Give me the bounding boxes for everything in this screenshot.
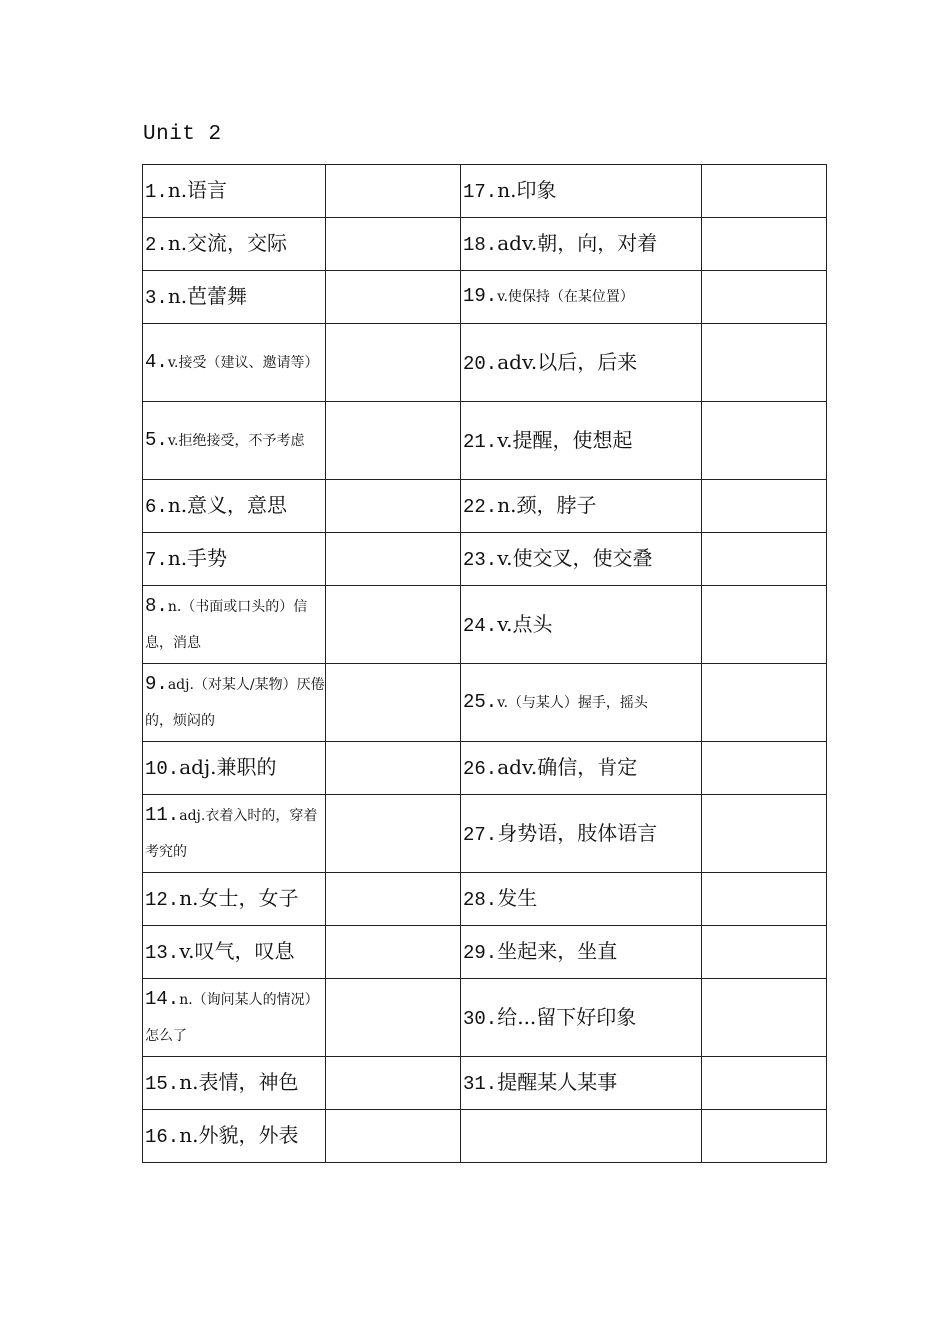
term-number: 24. (463, 614, 498, 637)
term-cell (143, 165, 326, 218)
term-text: n.外貌，外表 (179, 1123, 299, 1147)
table-row (143, 979, 827, 1057)
term-text: v.提醒，使想起 (497, 427, 633, 452)
term-cell (461, 324, 702, 402)
term-number: 18. (463, 234, 498, 256)
term-text: n.颈，脖子 (497, 493, 597, 517)
term-cell (143, 742, 326, 795)
term-cell (143, 979, 326, 1057)
answer-cell[interactable] (326, 1110, 461, 1163)
answer-cell[interactable] (702, 402, 827, 480)
answer-cell[interactable] (326, 795, 461, 873)
answer-cell[interactable] (702, 979, 827, 1057)
answer-cell[interactable] (702, 533, 827, 586)
term-number: 23. (463, 549, 498, 571)
term-cell (461, 533, 702, 586)
term-text: adv.朝，向，对着 (497, 231, 658, 255)
answer-cell[interactable] (326, 742, 461, 795)
term-number: 27. (463, 823, 498, 846)
answer-cell[interactable] (326, 271, 461, 324)
table-row (143, 1110, 827, 1163)
term-number: 1. (145, 181, 168, 203)
term-number: 31. (463, 1073, 498, 1095)
term-number: 4. (145, 351, 168, 373)
table-row (143, 926, 827, 979)
term-text: 给...留下好印象 (497, 1004, 637, 1029)
term-cell (461, 402, 702, 480)
term-cell (461, 979, 702, 1057)
term-cell (461, 218, 702, 271)
answer-cell[interactable] (702, 664, 827, 742)
term-text: n.女士，女子 (179, 886, 299, 910)
term-number: 14. (145, 988, 180, 1010)
term-text: v.使交叉，使交叠 (497, 546, 653, 570)
answer-cell[interactable] (702, 795, 827, 873)
term-text: n.表情，神色 (179, 1070, 299, 1094)
term-text: v.拒绝接受，不予考虑 (167, 433, 305, 449)
term-text: v.使保持（在某位置） (497, 289, 634, 305)
table-row (143, 795, 827, 873)
term-number: 25. (463, 690, 498, 713)
table-row (143, 271, 827, 324)
table-row (143, 324, 827, 402)
term-cell (461, 586, 702, 664)
term-cell (143, 324, 326, 402)
term-text: v.（与某人）握手，摇头 (497, 694, 648, 711)
term-text: 提醒某人某事 (497, 1070, 618, 1094)
table-row (143, 873, 827, 926)
answer-cell[interactable] (702, 324, 827, 402)
term-number: 19. (463, 285, 498, 307)
answer-cell[interactable] (326, 873, 461, 926)
answer-cell[interactable] (702, 926, 827, 979)
term-text: adv.确信，肯定 (497, 755, 638, 779)
answer-cell[interactable] (702, 1057, 827, 1110)
term-text: 发生 (497, 886, 538, 910)
term-number: 13. (145, 942, 180, 964)
table-row (143, 664, 827, 742)
term-text: adj.兼职的 (179, 755, 277, 779)
answer-cell[interactable] (326, 586, 461, 664)
term-number: 30. (463, 1007, 498, 1030)
term-text: n.印象 (497, 178, 557, 202)
term-number: 16. (145, 1126, 180, 1148)
answer-cell[interactable] (702, 1110, 827, 1163)
term-cell (461, 165, 702, 218)
term-cell (461, 664, 702, 742)
answer-cell[interactable] (326, 480, 461, 533)
term-number: 26. (463, 758, 498, 780)
answer-cell[interactable] (326, 402, 461, 480)
term-number: 9. (145, 673, 168, 695)
page-title: Unit 2 (143, 123, 222, 146)
term-cell (461, 1057, 702, 1110)
term-cell (143, 1110, 326, 1163)
term-number: 3. (145, 287, 168, 309)
term-cell (143, 795, 326, 873)
term-cell (143, 218, 326, 271)
term-cell (143, 402, 326, 480)
term-number: 15. (145, 1073, 180, 1095)
term-text: 身势语，肢体语言 (497, 820, 658, 845)
term-text: n.（询问某人的情况）怎么了 (145, 992, 319, 1044)
table-row (143, 586, 827, 664)
term-text: n.意义，意思 (167, 493, 288, 517)
term-cell (461, 1110, 702, 1163)
table-row (143, 480, 827, 533)
answer-cell[interactable] (326, 165, 461, 218)
answer-cell[interactable] (326, 1057, 461, 1110)
answer-cell[interactable] (326, 324, 461, 402)
term-number: 8. (145, 595, 168, 617)
answer-cell[interactable] (702, 742, 827, 795)
term-text: adv.以后，后来 (497, 349, 638, 374)
term-cell (461, 480, 702, 533)
table-row (143, 533, 827, 586)
term-text: v.接受（建议、邀请等） (167, 355, 319, 371)
answer-cell[interactable] (702, 873, 827, 926)
term-text: n.芭蕾舞 (167, 284, 248, 308)
answer-cell[interactable] (702, 480, 827, 533)
term-number: 17. (463, 181, 498, 203)
term-cell (461, 742, 702, 795)
term-cell (461, 271, 702, 324)
term-cell (143, 271, 326, 324)
answer-cell[interactable] (326, 218, 461, 271)
table-row (143, 742, 827, 795)
table-row (143, 1057, 827, 1110)
term-cell (143, 664, 326, 742)
term-text: n.（书面或口头的）信息，消息 (145, 599, 308, 651)
answer-cell[interactable] (326, 926, 461, 979)
term-cell (143, 533, 326, 586)
term-number: 11. (145, 804, 180, 826)
answer-cell[interactable] (702, 271, 827, 324)
term-number: 21. (463, 430, 498, 453)
term-number: 5. (145, 429, 168, 451)
term-number: 6. (145, 496, 168, 518)
answer-cell[interactable] (702, 218, 827, 271)
term-text: 坐起来，坐直 (497, 939, 618, 963)
term-cell (143, 926, 326, 979)
term-number: 12. (145, 889, 180, 911)
term-text: n.交流，交际 (167, 231, 288, 255)
vocabulary-table (142, 164, 827, 1163)
term-cell (461, 873, 702, 926)
term-text: adj.（对某人/某物）厌倦的，烦闷的 (145, 677, 325, 729)
term-text: adj.衣着入时的，穿着考究的 (145, 808, 318, 860)
term-cell (143, 586, 326, 664)
term-cell (143, 1057, 326, 1110)
term-cell (461, 926, 702, 979)
term-number: 28. (463, 889, 498, 911)
answer-cell[interactable] (326, 533, 461, 586)
term-cell (143, 873, 326, 926)
answer-cell[interactable] (702, 165, 827, 218)
term-cell (143, 480, 326, 533)
answer-cell[interactable] (326, 979, 461, 1057)
term-text: v.叹气，叹息 (179, 939, 295, 963)
table-row (143, 218, 827, 271)
term-text: v.点头 (497, 611, 553, 636)
term-number: 10. (145, 758, 180, 780)
table-row (143, 402, 827, 480)
term-number: 2. (145, 234, 168, 256)
term-number: 29. (463, 942, 498, 964)
answer-cell[interactable] (326, 664, 461, 742)
answer-cell[interactable] (702, 586, 827, 664)
term-number: 22. (463, 496, 498, 518)
term-cell (461, 795, 702, 873)
term-text: n.语言 (167, 178, 228, 202)
term-number: 20. (463, 352, 498, 375)
term-number: 7. (145, 549, 168, 571)
table-row (143, 165, 827, 218)
term-text: n.手势 (167, 546, 228, 570)
